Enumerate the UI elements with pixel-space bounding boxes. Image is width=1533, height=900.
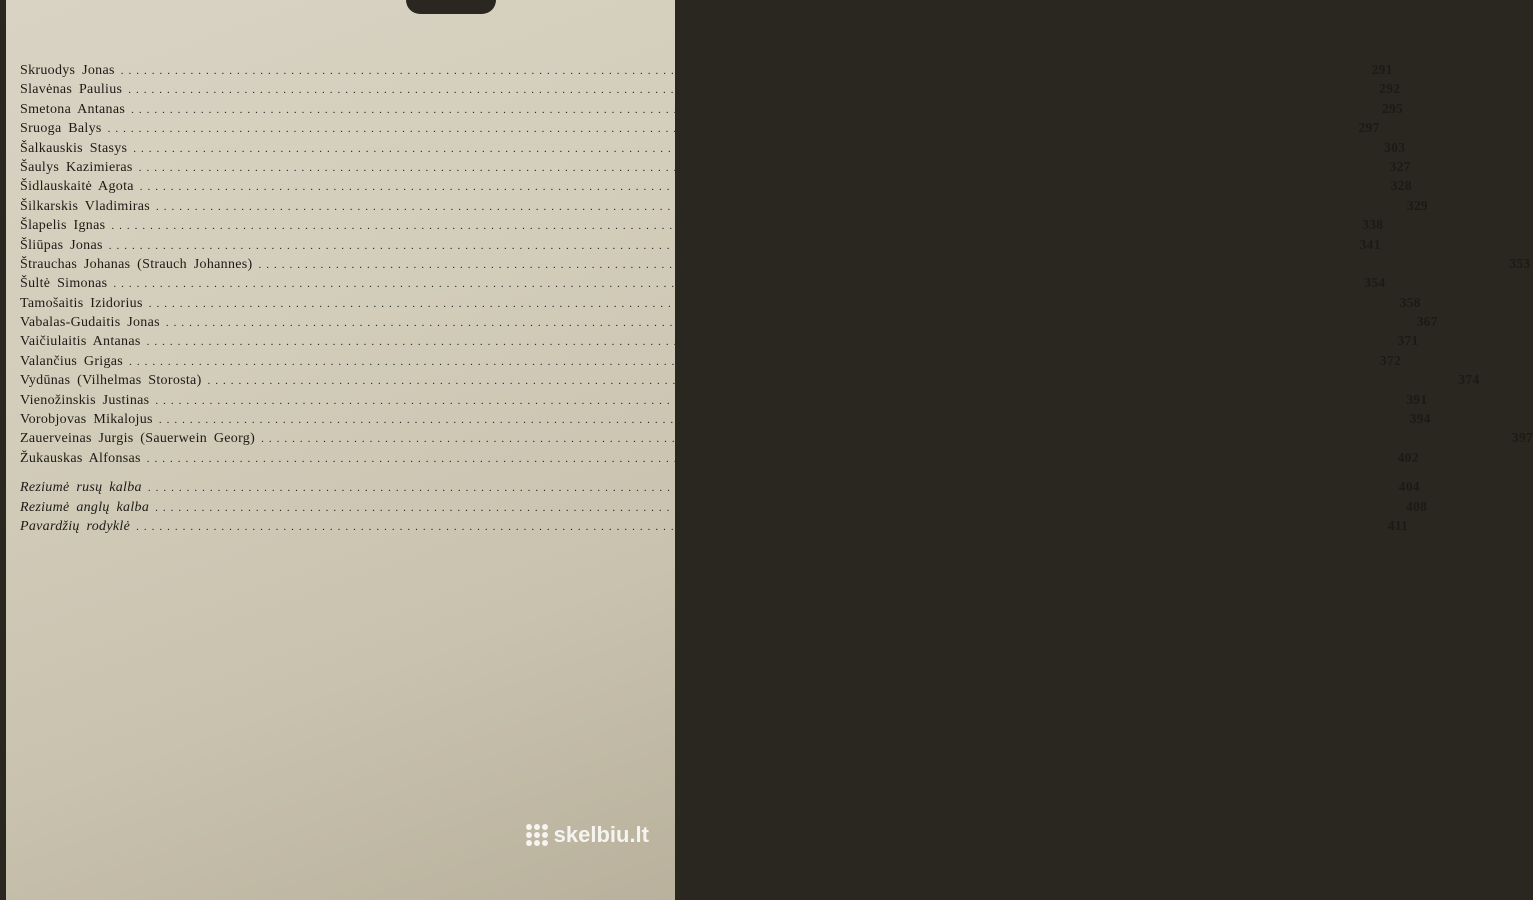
toc-entry-name: Šultė Simonas [20, 276, 108, 292]
toc-page-number: 394 [1409, 411, 1431, 427]
toc-page-number: 411 [1387, 517, 1409, 533]
dot-leader: ................................................................................................................................................................ [155, 200, 1396, 213]
dot-leader: ................................................................................................................................................................ [146, 336, 1387, 349]
skelbiu-logo-icon [526, 824, 548, 846]
page-corner-shadow [406, 0, 496, 14]
dot-leader: ................................................................................................................................................................ [113, 278, 1354, 291]
dot-leader: ................................................................................................................................................................ [133, 142, 1374, 155]
table-of-contents [20, 62, 1533, 537]
toc-row [20, 178, 1412, 197]
toc-row [20, 411, 1431, 430]
toc-page-number: 397 [1511, 430, 1533, 446]
dot-leader: ................................................................................................................................................................ [261, 433, 1502, 446]
toc-entry-name: Vaičiulaitis Antanas [20, 334, 141, 350]
toc-row [20, 139, 1406, 159]
toc-row [20, 498, 1428, 518]
toc-row [20, 158, 1411, 178]
dot-leader: ................................................................................................................................................................ [120, 65, 1361, 77]
toc-row [20, 275, 1386, 294]
toc-separator [20, 469, 652, 479]
show-through-text [196, 820, 456, 829]
dot-leader: ................................................................................................................................................................ [129, 355, 1370, 368]
toc-entry-name: Žukauskas Alfonsas [20, 450, 141, 466]
toc-row [20, 430, 1533, 449]
toc-row [20, 294, 1421, 314]
toc-entry-name: Šliūpas Jonas [20, 237, 103, 253]
dot-leader: ................................................................................................................................................................ [147, 482, 1388, 495]
toc-row [20, 255, 1531, 275]
toc-page-number: 358 [1399, 294, 1421, 310]
toc-entry-name: Štrauchas Johanas (Strauch Johannes) [20, 256, 253, 272]
dot-leader: ................................................................................................................................................................ [136, 520, 1377, 533]
toc-row [20, 197, 1428, 217]
dot-leader: ................................................................................................................................................................ [107, 123, 1348, 136]
toc-entry-name: Šaulys Kazimieras [20, 159, 133, 175]
dot-leader: ................................................................................................................................................................ [158, 414, 1399, 427]
toc-page-number: 327 [1389, 158, 1411, 174]
toc-page-number: 374 [1458, 372, 1480, 388]
watermark-text: skelbiu.lt [553, 822, 649, 847]
toc-page-number: 354 [1364, 275, 1386, 291]
toc-row [20, 517, 1409, 537]
toc-row [20, 100, 1404, 120]
toc-entry-name: Šlapelis Ignas [20, 218, 106, 234]
toc-row [20, 391, 1428, 411]
toc-entry-name: Tamošaitis Izidorius [20, 295, 143, 311]
toc-entry-name: Reziumė anglų kalba [20, 499, 150, 515]
book-page [6, 0, 1533, 900]
toc-page-number: 391 [1406, 391, 1428, 407]
toc-page-number: 297 [1358, 120, 1380, 136]
toc-page-number: 303 [1384, 139, 1406, 155]
dot-leader: ................................................................................................................................................................ [139, 181, 1380, 194]
toc-row [20, 333, 1419, 352]
toc-appendix [20, 479, 1428, 537]
toc-page-number: 404 [1398, 479, 1420, 495]
toc-page-number: 402 [1397, 449, 1419, 465]
toc-page-number: 328 [1390, 178, 1412, 194]
toc-entry-name: Sruoga Balys [20, 121, 102, 137]
toc-entry-name: Vienožinskis Justinas [20, 392, 150, 408]
toc-page-number: 295 [1381, 100, 1404, 116]
dot-leader: ................................................................................................................................................................ [111, 220, 1352, 233]
dot-leader: ................................................................................................................................................................ [165, 317, 1406, 330]
toc-page-number: 292 [1379, 81, 1401, 97]
toc-page-number: 367 [1416, 314, 1438, 330]
toc-row [20, 449, 1419, 469]
toc-page-number: 291 [1371, 62, 1393, 77]
toc-page-number: 341 [1359, 236, 1381, 252]
dot-leader: ................................................................................................................................................................ [148, 297, 1389, 310]
toc-entry-name: Pavardžių rodyklė [20, 518, 131, 534]
toc-entry-name: Smetona Antanas [20, 101, 126, 117]
toc-page-number: 329 [1406, 197, 1428, 213]
dot-leader: ................................................................................................................................................................ [131, 103, 1372, 116]
dot-leader: ................................................................................................................................................................ [146, 452, 1387, 465]
toc-entry-name: Vorobjovas Mikalojus [20, 412, 153, 428]
toc-row [20, 236, 1381, 256]
toc-row [20, 352, 1402, 372]
toc-row [20, 120, 1380, 139]
dot-leader: ................................................................................................................................................................ [108, 239, 1349, 252]
dot-leader: ................................................................................................................................................................ [128, 84, 1369, 97]
watermark [526, 822, 649, 848]
toc-entry-name: Reziumė rusų kalba [20, 480, 142, 496]
toc-entry-name: Šilkarskis Vladimiras [20, 198, 150, 214]
toc-entry-name: Skruodys Jonas [20, 63, 115, 78]
dot-leader: ................................................................................................................................................................ [258, 258, 1499, 271]
toc-entry-name: Šalkauskis Stasys [20, 140, 128, 156]
toc-entries [20, 62, 1533, 469]
toc-entry-name: Slavėnas Paulius [20, 82, 123, 98]
toc-entry-name: Vydūnas (Vilhelmas Storosta) [20, 373, 202, 389]
toc-page-number: 353 [1509, 255, 1531, 271]
toc-row [20, 62, 1393, 81]
toc-page-number: 408 [1405, 498, 1428, 514]
toc-row [20, 314, 1438, 333]
toc-page-number: 372 [1379, 352, 1402, 368]
toc-row [20, 372, 1480, 391]
toc-row [20, 217, 1384, 236]
toc-entry-name: Valančius Grigas [20, 353, 124, 369]
dot-leader: ................................................................................................................................................................ [138, 161, 1379, 174]
dot-leader: ................................................................................................................................................................ [155, 501, 1396, 514]
toc-row [20, 479, 1420, 498]
dot-leader: ................................................................................................................................................................ [155, 394, 1396, 407]
toc-entry-name: Šidlauskaitė Agota [20, 179, 134, 195]
toc-page-number: 371 [1397, 333, 1419, 349]
toc-row [20, 81, 1401, 100]
toc-page-number: 338 [1362, 217, 1384, 233]
toc-entry-name: Zauerveinas Jurgis (Sauerwein Georg) [20, 431, 256, 447]
dot-leader: ................................................................................................................................................................ [207, 375, 1448, 388]
toc-entry-name: Vabalas-Gudaitis Jonas [20, 315, 160, 331]
